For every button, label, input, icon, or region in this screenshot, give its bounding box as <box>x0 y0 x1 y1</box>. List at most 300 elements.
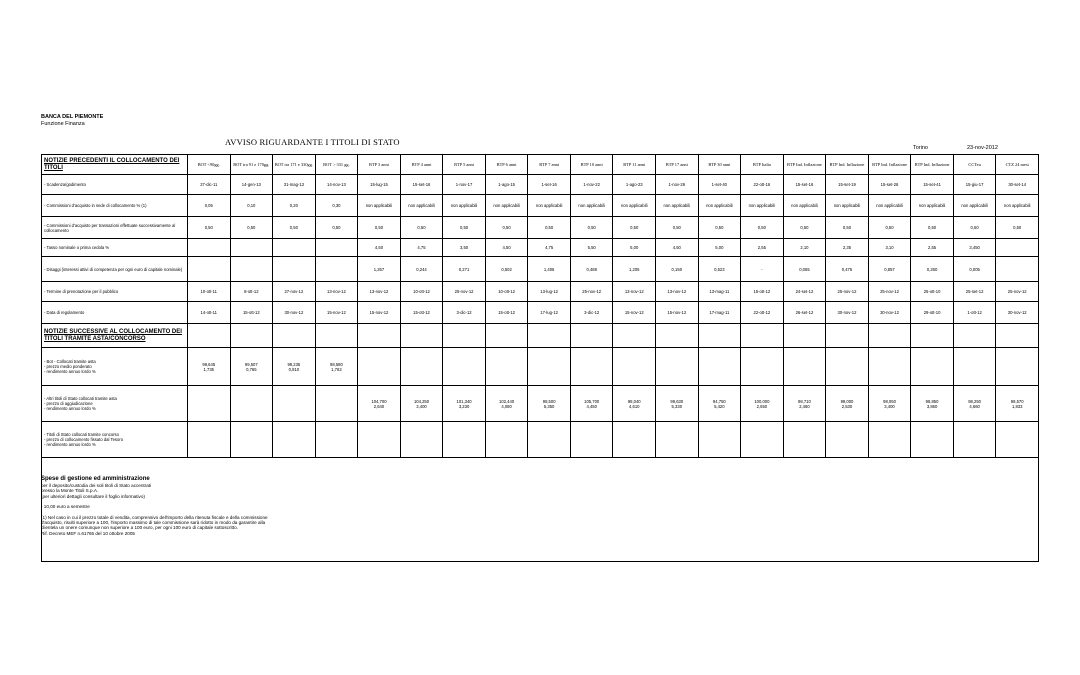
table-cell: 15-nov-12 <box>656 302 699 324</box>
result-cell <box>953 422 996 458</box>
table-cell <box>528 324 571 348</box>
row-label: - Data di regolamento <box>42 302 188 324</box>
table-cell <box>230 324 273 348</box>
result-value: 0,765 <box>246 366 257 372</box>
table-cell <box>400 324 443 348</box>
result-cell <box>783 348 826 386</box>
table-cell: 2,35 <box>826 239 869 257</box>
result-cell <box>400 386 443 422</box>
result-cell <box>485 422 528 458</box>
table-cell: 3,450 <box>953 239 996 257</box>
table-cell: 1-nov-22 <box>570 175 613 195</box>
table-cell <box>230 239 273 257</box>
table-cell: 0,50 <box>358 217 401 239</box>
table-cell: 0,065 <box>783 257 826 282</box>
table-cell: 13-nov-12 <box>613 282 656 302</box>
table-cell: 0,150 <box>656 257 699 282</box>
note-line-1: (1) Nel caso in cui il prezzo totale di vendita, comprensivo dell'importo della ritenuta fiscale e della commissione <box>41 514 268 520</box>
result-cell <box>911 422 954 458</box>
result-cell <box>826 348 869 386</box>
result-row <box>42 422 1039 458</box>
table-cell: 0,50 <box>868 217 911 239</box>
table-cell <box>230 257 273 282</box>
result-value: 98,570 <box>1010 398 1024 404</box>
result-cell <box>826 422 869 458</box>
table-cell: 3-dic-12 <box>443 302 486 324</box>
section-previous-title <box>42 155 188 175</box>
table-cell: 0,50 <box>570 217 613 239</box>
result-cell <box>443 422 486 458</box>
result-label-line: - rendimento annuo lordo % <box>44 442 96 447</box>
table-row <box>42 282 1039 302</box>
table-cell <box>656 324 699 348</box>
result-cell <box>443 386 486 422</box>
table-cell: 0,50 <box>656 217 699 239</box>
column-header: BOT <90gg. <box>188 155 231 175</box>
table-cell: 0,244 <box>400 257 443 282</box>
table-cell: non applicabili <box>996 195 1039 217</box>
fees-line-1: per il deposito/custodia dei soli titoli di Stato accentrati <box>41 483 152 488</box>
result-value: 0,810 <box>288 366 300 372</box>
table-cell: 15-lug-15 <box>358 175 401 195</box>
result-value: 4,660 <box>969 403 980 409</box>
table-cell: 0,50 <box>826 217 869 239</box>
result-cell <box>570 348 613 386</box>
result-cell <box>230 386 273 422</box>
table-cell: 0,50 <box>273 217 316 239</box>
result-label-line: - Bot - Collocati tramite asta <box>44 359 96 364</box>
table-cell <box>826 324 869 348</box>
table-cell: 0,50 <box>443 217 486 239</box>
result-row <box>42 386 1039 422</box>
section-subsequent-label: NOTIZIE SUCCESSIVE AL COLLOCAMENTO DEI TITOLI TRAMITE ASTA/CONCORSO <box>44 329 182 342</box>
result-value: 105,700 <box>584 398 600 404</box>
table-cell: 25-nov-12 <box>570 282 613 302</box>
table-cell: non applicabili <box>656 195 699 217</box>
section-row <box>42 324 1039 348</box>
fees-line-2: presso la Monte Titoli S.p.A. <box>41 488 99 494</box>
table-cell: 15-set-41 <box>911 175 954 195</box>
result-value: 98,850 <box>925 398 939 404</box>
result-value: 3,400 <box>884 403 895 409</box>
table-cell: 5,00 <box>698 239 741 257</box>
table-cell: 10-ott-12 <box>485 282 528 302</box>
result-cell <box>570 386 613 422</box>
result-cell <box>400 422 443 458</box>
table-cell: non applicabili <box>570 195 613 217</box>
table-cell <box>315 239 358 257</box>
table-cell: 14-gen-13 <box>230 175 273 195</box>
table-cell: non applicabili <box>485 195 528 217</box>
result-cell <box>443 348 486 386</box>
note-line-2: d'acquisto, risulti superiore a 100, l'importo massimo di tale commissione sarà ridotto in modo da garantire alla <box>41 520 266 526</box>
table-cell: 15-set-26 <box>868 175 911 195</box>
table-cell: 0,50 <box>953 217 996 239</box>
table-cell: non applicabili <box>911 195 954 217</box>
table-cell: 2,10 <box>783 239 826 257</box>
result-value: 5,330 <box>671 403 683 409</box>
section-previous-label: NOTIZIE PRECEDENTI IL COLLOCAMENTO DEI TITOLI <box>44 158 180 171</box>
result-value: 2,460 <box>799 403 810 409</box>
table-cell: 0,05 <box>188 195 231 217</box>
column-header: BTP Ind. Inflazione <box>911 155 954 175</box>
table-cell: 0,50 <box>783 217 826 239</box>
result-cell <box>953 386 996 422</box>
result-cell <box>656 386 699 422</box>
table-row <box>42 239 1039 257</box>
table-cell: 22-ott-12 <box>741 302 784 324</box>
table-cell <box>315 257 358 282</box>
table-cell: 3,10 <box>868 239 911 257</box>
result-cell <box>358 422 401 458</box>
result-label-line: - prezzo medio ponderato <box>44 364 92 369</box>
table-cell: 15-set-16 <box>783 175 826 195</box>
result-cell <box>230 348 273 386</box>
result-cell <box>315 386 358 422</box>
table-cell: 1-set-16 <box>528 175 571 195</box>
table-cell: 0,502 <box>485 257 528 282</box>
table-cell: 10-ott-11 <box>188 282 231 302</box>
table-cell: 1-nov-26 <box>656 175 699 195</box>
result-cell <box>613 386 656 422</box>
table-cell: 15-giu-17 <box>953 175 996 195</box>
table-cell <box>783 324 826 348</box>
result-value: 99,000 <box>840 398 854 404</box>
result-cell <box>868 348 911 386</box>
table-cell: 0,260 <box>911 257 954 282</box>
result-cell <box>230 422 273 458</box>
table-cell: 0,30 <box>315 195 358 217</box>
fees-title: Spese di gestione ed amministrazione <box>41 476 150 482</box>
bank-name: BANCA DEL PIEMONTE <box>41 114 104 120</box>
result-label <box>42 386 188 422</box>
table-cell: 1-nov-17 <box>443 175 486 195</box>
table-cell: 1,406 <box>528 257 571 282</box>
table-cell: 31-mag-13 <box>273 175 316 195</box>
table-cell: non applicabili <box>826 195 869 217</box>
table-cell <box>698 324 741 348</box>
table-cell: 27-dic-11 <box>188 175 231 195</box>
table-cell: 25-nov-12 <box>868 282 911 302</box>
table-cell: 15-ott-12 <box>485 302 528 324</box>
fees-line-3: (per ulteriori dettagli consultare il foglio informativo) <box>41 493 145 499</box>
table-cell: 30-nov-12 <box>996 302 1039 324</box>
table-cell: 15-set-19 <box>826 175 869 195</box>
table-cell: 0,10 <box>230 195 273 217</box>
table-cell: 25-nov-12 <box>826 282 869 302</box>
fees-amount: - 10,00 euro a semestre <box>41 504 90 510</box>
section-subsequent-title <box>42 324 188 348</box>
result-label-line: - rendimento annuo lordo % <box>44 406 96 411</box>
result-cell <box>698 348 741 386</box>
table-cell: 17-lug-12 <box>528 302 571 324</box>
table-cell: 1,205 <box>613 257 656 282</box>
table-cell <box>996 239 1039 257</box>
result-cell <box>273 348 316 386</box>
table-cell: 0,488 <box>570 257 613 282</box>
table-cell: non applicabili <box>953 195 996 217</box>
result-value: 2,550 <box>756 403 768 409</box>
column-header: CCTeu <box>953 155 996 175</box>
table-cell: 4,75 <box>400 239 443 257</box>
table-cell: 15-ott-12 <box>230 302 273 324</box>
result-label-line: - rendimento annuo lordo % <box>44 369 96 374</box>
table-cell <box>996 257 1039 282</box>
row-label: - Commissioni d'acquisto in sede di collocamento % (1) <box>42 195 188 217</box>
table-cell <box>570 324 613 348</box>
result-value: 3,860 <box>926 403 938 409</box>
table-cell: 15-nov-12 <box>358 302 401 324</box>
result-value: 104,700 <box>371 398 387 404</box>
result-cell <box>613 348 656 386</box>
result-cell <box>188 386 231 422</box>
result-cell <box>273 422 316 458</box>
table-row <box>42 175 1039 195</box>
table-cell: 2,55 <box>741 239 784 257</box>
table-cell: 0,20 <box>273 195 316 217</box>
table-cell: 4,50 <box>656 239 699 257</box>
row-label: - Tasso nominale o prima cedola % <box>42 239 188 257</box>
table-cell: 14-nov-13 <box>315 175 358 195</box>
result-cell <box>996 422 1039 458</box>
result-cell <box>741 348 784 386</box>
table-cell: 3,50 <box>443 239 486 257</box>
result-value: 5,420 <box>714 403 725 409</box>
table-cell: 3-dic-12 <box>570 302 613 324</box>
table-cell <box>188 257 231 282</box>
table-cell: 0,271 <box>443 257 486 282</box>
table-cell: 0,50 <box>315 217 358 239</box>
result-cell <box>358 386 401 422</box>
result-label-line: - prezzo di collocamento fissato dal Tesoro <box>44 437 124 442</box>
result-cell <box>698 386 741 422</box>
table-cell: non applicabili <box>358 195 401 217</box>
result-cell <box>826 386 869 422</box>
result-value: 99,235 <box>287 361 301 367</box>
table-cell: 13-lug-12 <box>528 282 571 302</box>
result-value: 99,507 <box>244 361 258 367</box>
city-label: Torino <box>913 145 928 151</box>
table-cell: non applicabili <box>741 195 784 217</box>
column-header: BTP 10 anni <box>570 155 613 175</box>
row-label: - Commissioni d'acquisto per transazioni effettuate successivamente al collocamento <box>42 217 188 239</box>
result-value: 94,750 <box>712 398 726 404</box>
table-cell: 0,523 <box>698 257 741 282</box>
result-cell <box>911 348 954 386</box>
table-cell: 0,005 <box>953 257 996 282</box>
table-cell: 30-nov-12 <box>273 302 316 324</box>
column-header: BTP 6 anni <box>485 155 528 175</box>
table-cell <box>996 324 1039 348</box>
table-cell: 15-nov-12 <box>613 302 656 324</box>
table-cell: 4,75 <box>528 239 571 257</box>
column-header: BTP Ind. Inflazione <box>868 155 911 175</box>
table-cell: non applicabili <box>613 195 656 217</box>
table-cell: non applicabili <box>400 195 443 217</box>
table-cell <box>188 239 231 257</box>
table-cell <box>485 324 528 348</box>
table-cell: 15-set-16 <box>400 175 443 195</box>
table-cell: 30-set-14 <box>996 175 1039 195</box>
result-cell <box>613 422 656 458</box>
table-cell: 0,50 <box>485 217 528 239</box>
result-cell <box>358 348 401 386</box>
table-cell: non applicabili <box>868 195 911 217</box>
result-value: 98,500 <box>542 398 556 404</box>
note-reference: Rif. Decreto MEF n.61765 del 10 ottobre 2005 <box>41 530 135 536</box>
column-header: BOT tra 91 e 170gg. <box>230 155 273 175</box>
result-cell <box>188 422 231 458</box>
document-date: 23-nov-2012 <box>967 145 998 151</box>
table-cell: 25-nov-12 <box>996 282 1039 302</box>
table-cell: 25-ott-10 <box>911 282 954 302</box>
result-value: 4,080 <box>501 403 512 409</box>
column-header: BTP 3 anni <box>358 155 401 175</box>
column-header: BTP 4 anni <box>400 155 443 175</box>
result-cell <box>741 386 784 422</box>
table-cell <box>911 324 954 348</box>
table-cell: non applicabili <box>443 195 486 217</box>
result-value: 98,250 <box>968 398 982 404</box>
result-cell <box>273 386 316 422</box>
result-label-line: - Altri titoli di Stato collocati tramite asta <box>44 396 117 401</box>
result-cell <box>485 386 528 422</box>
table-cell: 1-ago-23 <box>613 175 656 195</box>
row-label: - Disaggi (interessi attivi di competenza per ogni euro di capitale nominale) <box>42 257 188 282</box>
result-cell <box>528 348 571 386</box>
result-cell <box>783 386 826 422</box>
header-row <box>42 155 1039 175</box>
table-cell: 22-ott-16 <box>741 175 784 195</box>
result-value: 3,400 <box>416 403 427 409</box>
result-cell <box>868 422 911 458</box>
table-cell: 0,50 <box>911 217 954 239</box>
table-cell <box>868 324 911 348</box>
table-cell: 0,50 <box>188 217 231 239</box>
table-cell: 4,50 <box>485 239 528 257</box>
column-header: BOT > 331 gg. <box>315 155 358 175</box>
result-value: 98,580 <box>330 361 343 367</box>
table-cell: 25-set-12 <box>953 282 996 302</box>
result-value: 98,050 <box>883 398 896 404</box>
table-cell: 27-nov-12 <box>273 282 316 302</box>
table-cell <box>273 324 316 348</box>
table-cell: 4,50 <box>358 239 401 257</box>
table-cell: 14-ott-11 <box>188 302 231 324</box>
table-row <box>42 217 1039 239</box>
document-title: AVVISO RIGUARDANTE I TITOLI DI STATO <box>225 137 400 147</box>
table-cell: 8-ott-12 <box>230 282 273 302</box>
column-header: CTZ 24 mesi <box>996 155 1039 175</box>
footer-notes <box>41 476 1031 536</box>
table-cell: 26-set-12 <box>783 302 826 324</box>
row-label: - Scadenza/godimento <box>42 175 188 195</box>
table-cell: 13-mag-11 <box>698 282 741 302</box>
result-value: 101,340 <box>456 398 472 404</box>
result-cell <box>188 348 231 386</box>
result-value: 99,630 <box>670 398 684 404</box>
table-cell: 1-ago-15 <box>485 175 528 195</box>
table-cell: 15-ott-12 <box>400 302 443 324</box>
result-cell <box>741 422 784 458</box>
table-cell: 13-nov-12 <box>358 282 401 302</box>
result-cell <box>528 386 571 422</box>
note-line-3: clientela un onere comunque non superiore a 100 euro, per ogni 100 euro di capitale sottoscritto. <box>41 525 238 531</box>
result-value: 2,640 <box>373 403 385 409</box>
result-cell <box>911 386 954 422</box>
row-label: - Termine di prenotazione per il pubblico <box>42 282 188 302</box>
result-value: 102,440 <box>499 398 515 404</box>
table-cell <box>953 324 996 348</box>
table-cell <box>443 324 486 348</box>
table-cell: 17-mag-11 <box>698 302 741 324</box>
result-value: 104,250 <box>413 398 430 404</box>
table-cell: 13-nov-12 <box>315 282 358 302</box>
result-value: 5,350 <box>543 403 555 409</box>
column-header: BTP Italia <box>741 155 784 175</box>
table-cell: - <box>741 257 784 282</box>
table-cell: 15-ott-12 <box>741 282 784 302</box>
result-label-line: - Titoli di Stato collocati tramite concorso <box>44 432 119 437</box>
result-cell <box>783 422 826 458</box>
table-cell: 5,00 <box>613 239 656 257</box>
column-header: BTP 17 anni <box>656 155 699 175</box>
table-cell <box>273 239 316 257</box>
result-cell <box>868 386 911 422</box>
table-cell: 0,475 <box>826 257 869 282</box>
column-header: BTP 30 anni <box>698 155 741 175</box>
result-cell <box>400 348 443 386</box>
result-value: 98,710 <box>798 398 811 404</box>
table-cell: 2,55 <box>911 239 954 257</box>
result-cell <box>996 386 1039 422</box>
table-cell: 29-ott-10 <box>911 302 954 324</box>
result-value: 1,833 <box>1011 403 1023 409</box>
result-cell <box>953 348 996 386</box>
table-cell: 13-nov-12 <box>656 282 699 302</box>
table-cell: 24-set-12 <box>783 282 826 302</box>
table-cell: 5,50 <box>570 239 613 257</box>
table-cell <box>315 324 358 348</box>
column-header: BTP Ind. Inflazione <box>783 155 826 175</box>
table-cell: 0,857 <box>868 257 911 282</box>
column-header: BTP 11 anni <box>613 155 656 175</box>
result-cell <box>528 422 571 458</box>
department-name: Funzione Finanza <box>41 121 85 127</box>
table-cell: non applicabili <box>528 195 571 217</box>
table-cell <box>741 324 784 348</box>
column-header: BOT tra 171 e 330gg. <box>273 155 316 175</box>
table-cell: 30-nov-12 <box>868 302 911 324</box>
result-label <box>42 348 188 386</box>
table-cell <box>358 324 401 348</box>
result-value: 2,530 <box>841 403 853 409</box>
result-value: 1,762 <box>331 366 342 372</box>
result-value: 4,450 <box>586 403 597 409</box>
table-cell: 0,50 <box>230 217 273 239</box>
result-value: 3,230 <box>458 403 470 409</box>
result-cell <box>996 348 1039 386</box>
result-label <box>42 422 188 458</box>
table-cell: 1,267 <box>358 257 401 282</box>
result-cell <box>656 422 699 458</box>
table-cell: 30-nov-12 <box>826 302 869 324</box>
result-label-line: - prezzo di aggiudicazione <box>44 401 93 406</box>
column-header: BTP Ind. Inflazione <box>826 155 869 175</box>
column-header: BTP 7 anni <box>528 155 571 175</box>
table-cell: 0,50 <box>741 217 784 239</box>
table-row <box>42 302 1039 324</box>
